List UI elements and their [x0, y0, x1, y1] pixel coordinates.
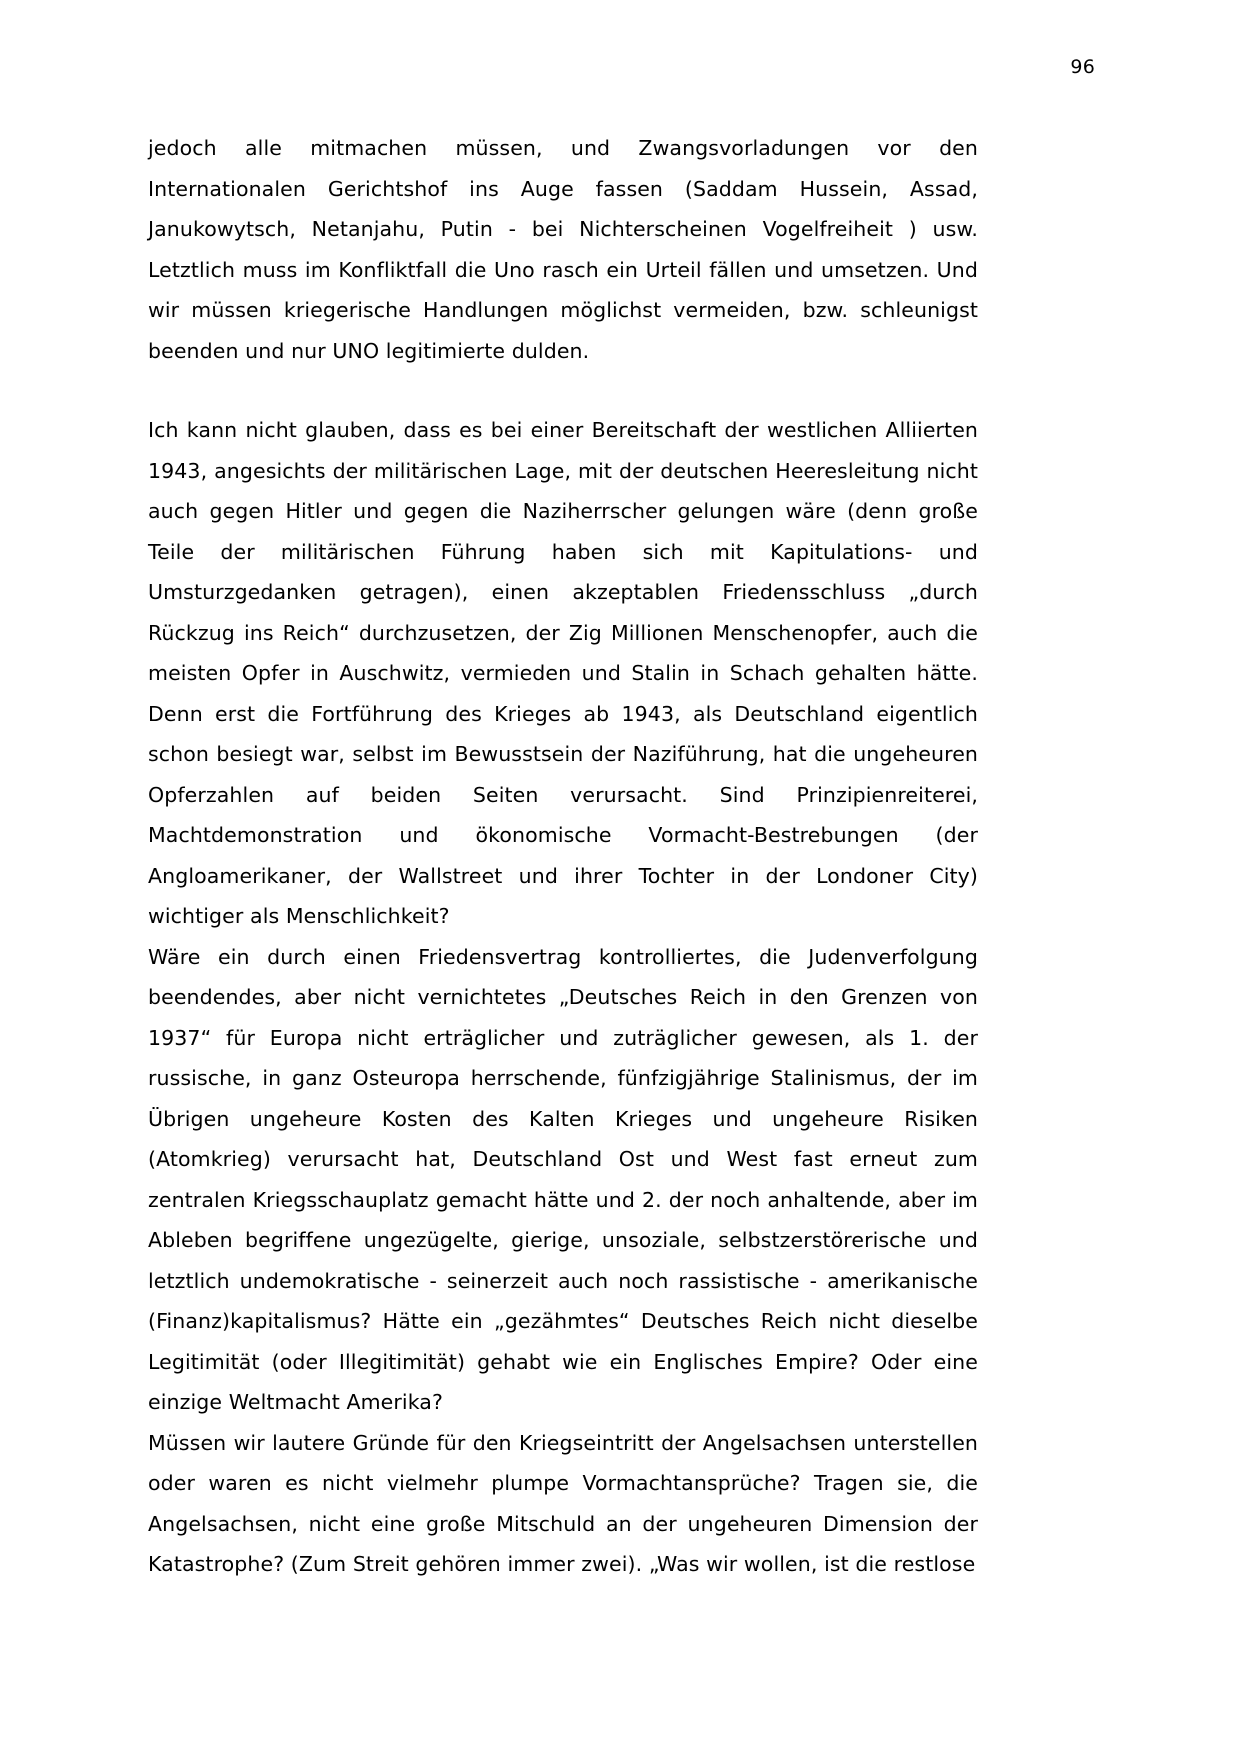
paragraph-3: Wäre ein durch einen Friedensvertrag kontrolliertes, die Judenverfolgung beendendes, aber nicht vernichtetes „Deutsches Reich in den Grenzen von 1937“ für Europa nicht erträglicher und zuträglicher gewesen, als 1. der russische, in ganz Osteuropa herrschende, fünfzigjährige Stalinismus, der im Übrigen ungeheure Kosten des Kalten Krieges und ungeheure Risiken (Atomkrieg) verursacht hat, Deutschland Ost und West fast erneut zum zentralen Kriegsschauplatz gemacht hätte und 2. der noch anhaltende, aber im Ableben begriffene ungezügelte, gierige, unsoziale, selbstzerstörerische und letztlich undemokratische - seinerzeit auch noch rassistische - amerikanische (Finanz)kapitalismus? Hätte ein „gezähmtes“ Deutsches Reich nicht dieselbe Legitimität (oder Illegitimität) gehabt wie ein Englisches Empire? Oder eine einzige Weltmacht Amerika? — [148, 944, 978, 1414]
paragraph-1: jedoch alle mitmachen müssen, und Zwangsvorladungen vor den Internationalen Gerichtshof ins Auge fassen (Saddam Hussein, Assad, Janukowytsch, Netanjahu, Putin - bei Nichterscheinen Vogelfreiheit ) usw. Letztlich muss im Konfliktfall die Uno rasch ein Urteil fällen und umsetzen. Und wir müssen kriegerische Handlungen möglichst vermeiden, bzw. schleunigst beenden und nur UNO legitimierte dulden. — [148, 136, 978, 363]
page-body-text — [148, 128, 978, 1585]
paragraph-4: Müssen wir lautere Gründe für den Kriegseintritt der Angelsachsen unterstellen oder waren es nicht vielmehr plumpe Vormachtansprüche? Tragen sie, die Angelsachsen, nicht eine große Mitschuld an der ungeheuren Dimension der Katastrophe? (Zum Streit gehören immer zwei). „Was wir wollen, ist die restlose — [148, 1430, 978, 1576]
paragraph-2: Ich kann nicht glauben, dass es bei einer Bereitschaft der westlichen Alliierten 1943, angesichts der militärischen Lage, mit der deutschen Heeresleitung nicht auch gegen Hitler und gegen die Naziherrscher gelungen wäre (denn große Teile der militärischen Führung haben sich mit Kapitulations- und Umsturzgedanken getragen), einen akzeptablen Friedensschluss „durch Rückzug ins Reich“ durchzusetzen, der Zig Millionen Menschenopfer, auch die meisten Opfer in Auschwitz, vermieden und Stalin in Schach gehalten hätte. Denn erst die Fortführung des Krieges ab 1943, als Deutschland eigentlich schon besiegt war, selbst im Bewusstsein der Naziführung, hat die ungeheuren Opferzahlen auf beiden Seiten verursacht. Sind Prinzipienreiterei, Machtdemonstration und ökonomische Vormacht-Bestrebungen (der Angloamerikaner, der Wallstreet und ihrer Tochter in der Londoner City) wichtiger als Menschlichkeit? — [148, 418, 978, 928]
page-number: 96 — [1070, 56, 1095, 78]
